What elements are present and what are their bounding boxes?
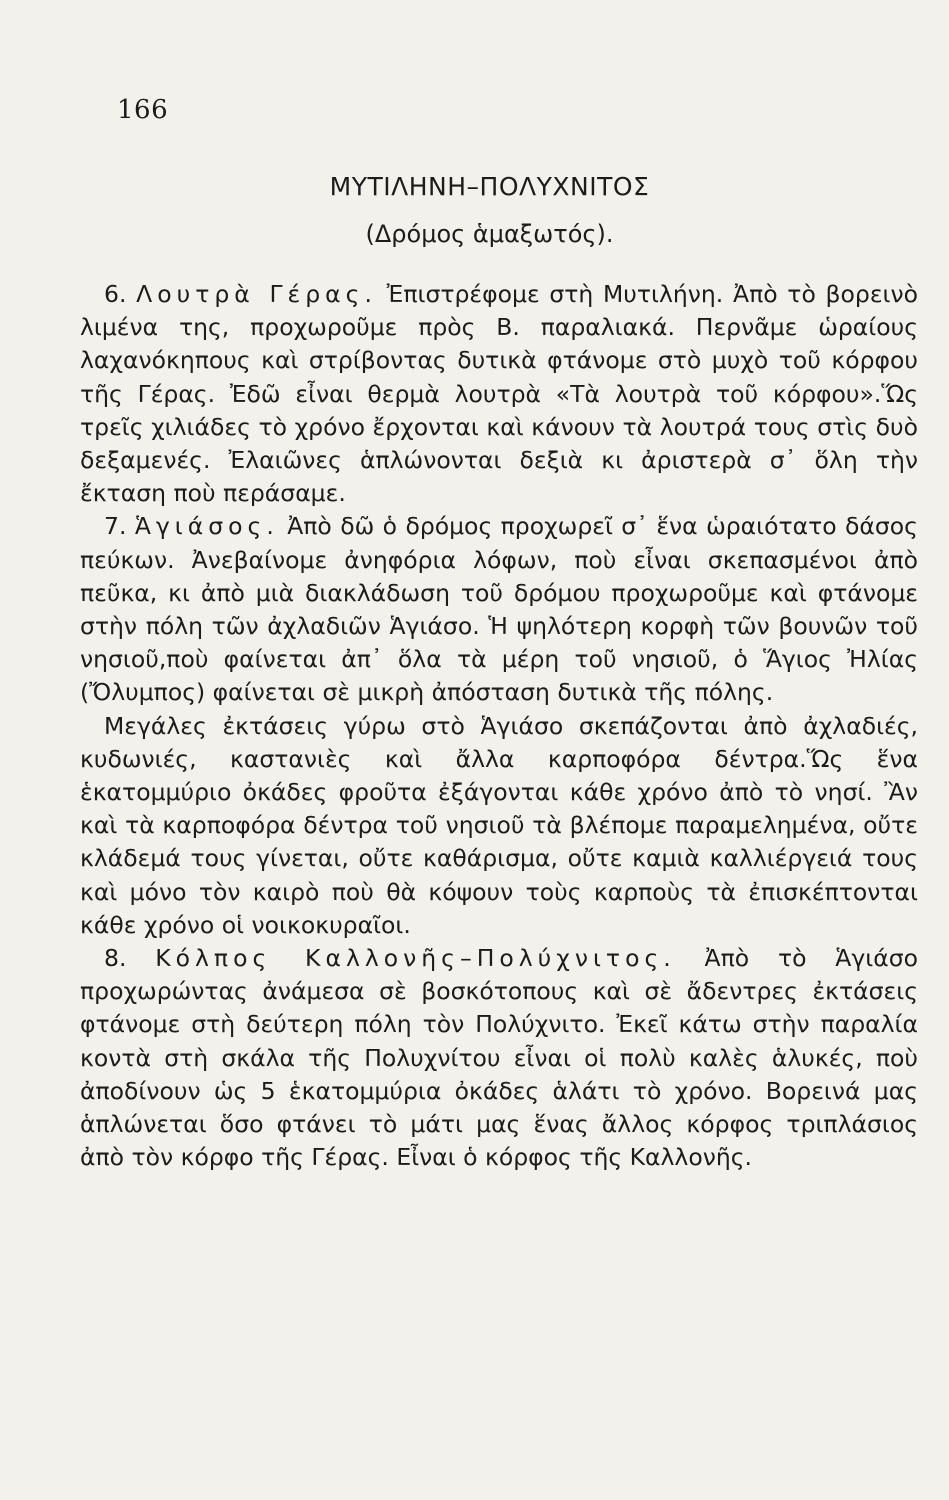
paragraph-heading: Λουτρὰ Γέρας. (136, 280, 377, 308)
paragraph-heading: Ἁγιάσος. (134, 512, 279, 541)
page-subtitle: (Δρόμος ἁμαξωτός). (365, 220, 614, 248)
paragraph-text: Μεγάλες ἐκτάσεις γύρω στὸ Ἁγιάσο σκεπάζονται ἀπὸ ἀχλαδιές, κυδωνιές, καστανιὲς καὶ ἄλλα καρποφόρα δέντρα.Ὥς ἕνα ἑκατομμύριο ὀκάδες φροῦτα ἐξάγονται κάθε χρόνο ἀπὸ τὸ νησί. Ἂν καὶ τὰ καρποφόρα δέντρα τοῦ νησιοῦ τὰ βλέπομε παραμελημένα, οὔτε κλάδεμά τους γίνεται, οὔτε καθάρισμα, οὔτε καμιὰ καλλιέργειά τους καὶ μόνο τὸν καιρὸ ποὺ θὰ κόψουν τοὺς καρποὺς τὰ ἐπισκέπτονται κάθε χρόνο οἱ νοικοκυραῖοι. (80, 711, 918, 939)
paragraph-7-continued (80, 710, 918, 942)
page-number: 166 (117, 95, 169, 125)
paragraph-text: Ἀπὸ δῶ ὁ δρόμος προχωρεῖ σ᾽ ἕνα ὡραιότατο δάσος πεύκων. Ἀνεβαίνομε ἀνηφόρια λόφων, ποὺ εἶναι σκεπασμένοι ἀπὸ πεῦκα, κι ἀπὸ μιὰ διακλάδωση τοῦ δρόμου προχωροῦμε καὶ φτάνομε στὴν πόλη τῶν ἀχλαδιῶν Ἁγιάσο. Ἡ ψηλότερη κορφὴ τῶν βουνῶν τοῦ νησιοῦ,ποὺ φαίνεται ἀπ᾽ ὅλα τὰ μέρη τοῦ νησιοῦ, ὁ Ἅγιος Ἠλίας (Ὄλυμπος) φαίνεται σὲ μικρὴ ἀπόσταση δυτικὰ τῆς πόλης. (80, 512, 918, 707)
page-title: ΜΥΤΙΛΗΝΗ–ΠΟΛΥΧΝΙΤΟΣ (329, 172, 650, 201)
paragraph-heading: Κόλπος Καλλονῆς–Πολύχνιτος. (155, 944, 676, 973)
paragraph-number: 8. (104, 944, 127, 973)
paragraph-6 (80, 278, 918, 510)
paragraph-text: Ἀπὸ τὸ Ἁγιάσο προχωρώντας ἀνάμεσα σὲ βοσκότοπους καὶ σὲ ἄδεντρες ἐκτάσεις φτάνομε στὴ δεύτερη πόλη τὸν Πολύχνιτο. Ἐκεῖ κάτω στὴν παραλία κοντὰ στὴ σκάλα τῆς Πολυχνίτου εἶναι οἱ πολὺ καλὲς ἁλυκές, ποὺ ἀποδίνουν ὡς 5 ἑκατομμύρια ὀκάδες ἁλάτι τὸ χρόνο. Βορεινά μας ἁπλώνεται ὅσο φτάνει τὸ μάτι μας ἕνας ἄλλος κόρφος τριπλάσιος ἀπὸ τὸν κόρφο τῆς Γέρας. Εἶναι ὁ κόρφος τῆς Καλλονῆς. (80, 944, 918, 1172)
paragraph-8 (80, 942, 918, 1174)
paragraph-number: 7. (104, 512, 127, 541)
paragraph-text: Ἐπιστρέφομε στὴ Μυτιλήνη. Ἀπὸ τὸ βορεινὸ λιμένα της, προχωροῦμε πρὸς Β. παραλιακά. Περνᾶμε ὡραίους λαχανόκηπους καὶ στρίβοντας δυτικὰ φτάνομε στὸ μυχὸ τοῦ κόρφου τῆς Γέρας. Ἐδῶ εἶναι θερμὰ λουτρὰ «Τὰ λουτρὰ τοῦ κόρφου».Ὥς τρεῖς χιλιάδες τὸ χρόνο ἔρχονται καὶ κάνουν τὰ λουτρά τους στὶς δυὸ δεξαμενές. Ἐλαιῶνες ἁπλώνονται δεξιὰ κι ἀριστερὰ σ᾽ ὅλη τὴν ἔκταση ποὺ περάσαμε. (80, 280, 918, 508)
body-text (80, 278, 918, 1174)
paragraph-number: 6. (104, 280, 127, 308)
paragraph-7 (80, 510, 918, 709)
